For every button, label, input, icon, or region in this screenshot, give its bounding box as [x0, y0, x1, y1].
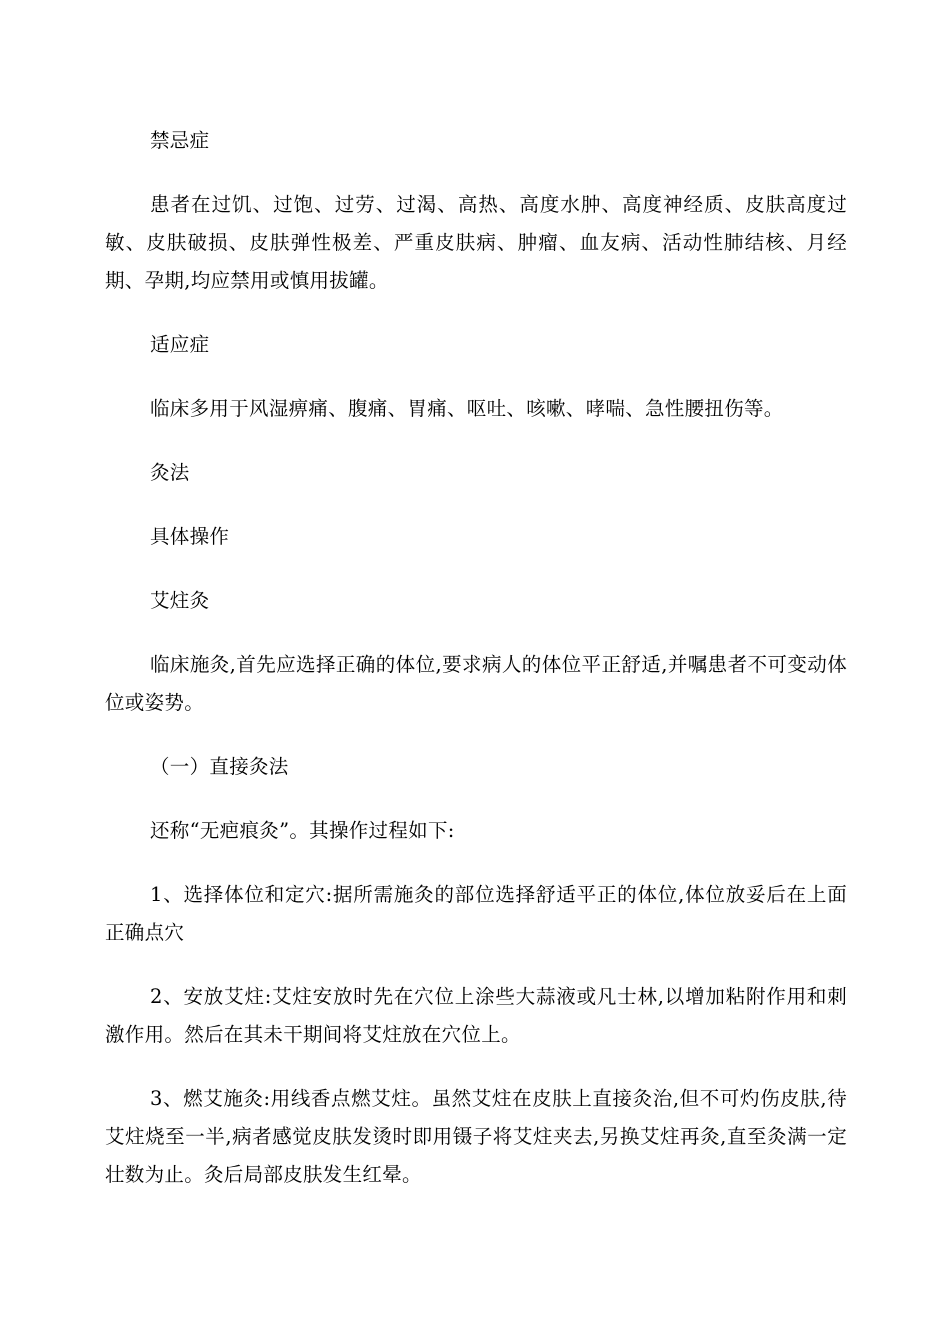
step-1: 1、选择体位和定穴:据所需施灸的部位选择舒适平正的体位,体位放妥后在上面正确点穴: [105, 883, 847, 944]
paragraph-position: 临床施灸,首先应选择正确的体位,要求病人的体位平正舒适,并嘱患者不可变动体位或姿势。: [105, 653, 847, 714]
heading-moxa-cone: 艾炷灸: [150, 589, 210, 612]
step-2: 2、安放艾炷:艾炷安放时先在穴位上涂些大蒜液或凡士林,以增加粘附作用和刺激作用。然后在其未干期间将艾炷放在穴位上。: [105, 985, 847, 1046]
document-body: [105, 122, 847, 1194]
heading-operation: 具体操作: [150, 525, 230, 548]
heading-direct-moxibustion: （一）直接灸法: [150, 755, 289, 778]
paragraph-no-scar: 还称“无疤痕灸”。其操作过程如下:: [150, 819, 455, 842]
step-3: 3、燃艾施灸:用线香点燃艾炷。虽然艾炷在皮肤上直接灸治,但不可灼伤皮肤,待艾炷烧至一半,病者感觉皮肤发烫时即用镊子将艾炷夹去,另换艾炷再灸,直至灸满一定壮数为止。灸后局部皮肤发生红晕。: [105, 1087, 847, 1186]
paragraph-indications: 临床多用于风湿痹痛、腹痛、胃痛、呕吐、咳嗽、哮喘、急性腰扭伤等。: [150, 397, 784, 420]
paragraph-contraindications: 患者在过饥、过饱、过劳、过渴、高热、高度水肿、高度神经质、皮肤高度过敏、皮肤破损、皮肤弹性极差、严重皮肤病、肿瘤、血友病、活动性肺结核、月经期、孕期,均应禁用或慎用拔罐。: [105, 193, 847, 292]
heading-moxibustion: 灸法: [150, 461, 190, 484]
heading-indications: 适应症: [150, 333, 210, 356]
heading-contraindications: 禁忌症: [150, 129, 210, 152]
